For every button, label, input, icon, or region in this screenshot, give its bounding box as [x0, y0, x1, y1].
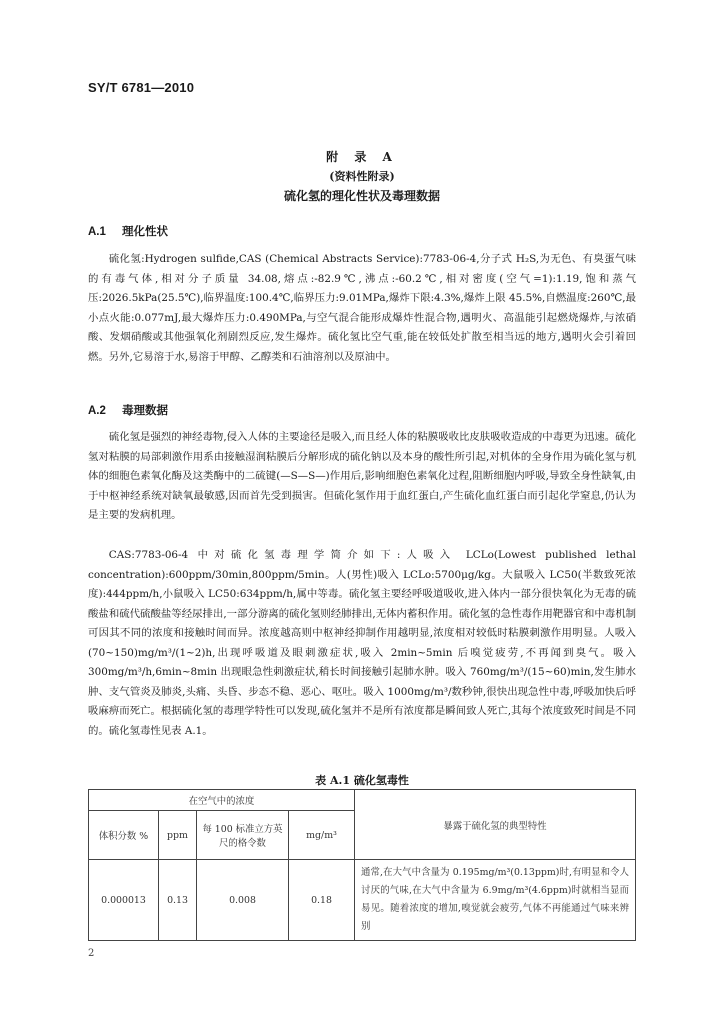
table-header-ppm: ppm [159, 811, 197, 860]
section-a1-heading [88, 223, 168, 239]
section-a2-paragraph-2: CAS:7783-06-4 中对硫化氢毒理学简介如下:人吸入 LCLo(Lowest published lethal concentration):600ppm/30min,800ppm/5min。人(男性)吸入 LCLo:5700μg/kg。大鼠吸入 LC50(半数致死浓度):444ppm/h,小鼠吸入 LC50:634ppm/h,属中等毒。硫化氢主要经呼吸道吸收,进入体内一部分很快氧化为无毒的硫酸盐和硫代硫酸盐等经尿排出,一部分游离的硫化氢则经肺排出,无体内蓄积作用。硫化氢的急性毒作用靶器官和中毒机制可因其不同的浓度和接触时间而异。浓度越高则中枢神经抑制作用越明显,浓度相对较低时粘膜刺激作用明显。人吸入(70~150)mg/m³/(1~2)h,出现呼吸道及眼刺激症状,吸入 2min~5min 后嗅觉疲劳,不再闻到臭气。吸入 300mg/m³/h,6min~8min 出现眼急性刺激症状,稍长时间接触引起肺水肿。吸入 760mg/m³/(15~60)min,发生肺水肿、支气管炎及肺炎,头痛、头昏、步态不稳、恶心、呕吐。吸入 1000mg/m³/数秒钟,很快出现急性中毒,呼吸加快后呼吸麻痹而死亡。根据硫化氢的毒理学特性可以发现,硫化氢并不是所有浓度都是瞬间致人死亡,其每个浓度致死时间是不同的。硫化氢毒性见表 A.1。 [88, 549, 636, 737]
cell-mgm3: 0.18 [289, 860, 355, 941]
section-a2-heading [88, 402, 168, 418]
section-a2-paragraph-1: 硫化氢是强烈的神经毒物,侵入人体的主要途径是吸入,而且经人体的粘膜吸收比皮肤吸收造成的中毒更为迅速。硫化氢对粘膜的局部刺激作用系由接触湿润粘膜后分解形成的硫化钠以及本身的酸性所引起,对机体的全身作用为硫化氢与机体的细胞色素氧化酶及这类酶中的二硫键(—S—S—)作用后,影响细胞色素氧化过程,阻断细胞内呼吸,导致全身性缺氧,由于中枢神经系统对缺氧最敏感,因而首先受到损害。但硫化氢作用于血红蛋白,产生硫化血红蛋白而引起化学窒息,仍认为是主要的发病机理。 [88, 431, 636, 521]
section-a2-title: 毒理数据 [122, 405, 168, 417]
annex-type: (资料性附录) [329, 170, 395, 183]
cell-volume-fraction: 0.000013 [89, 860, 159, 941]
cell-feature: 通常,在大气中含量为 0.195mg/m³(0.13ppm)时,有明显和令人讨厌的气味,在大气中含量为 6.9mg/m³(4.6ppm)时就相当显而易见。随着浓度的增加,嗅觉就会疲劳,气体不再能通过气味来辨别 [355, 860, 636, 941]
table-header-grains: 每 100 标准立方英尺的格令数 [197, 811, 289, 860]
section-a1-paragraph: 硫化氢:Hydrogen sulfide,CAS (Chemical Abstracts Service):7783-06-4,分子式 H₂S,为无色、有臭蛋气味的有毒气体,相对分子质量 34.08,熔点:-82.9℃,沸点:-60.2℃,相对密度(空气=1):1.19,饱和蒸气压:2026.5kPa(25.5℃),临界温度:100.4℃,临界压力:9.01MPa,爆炸下限:4.3%,爆炸上限 45.5%,自燃温度:260℃,最小点火能:0.077mJ,最大爆炸压力:0.490MPa,与空气混合能形成爆炸性混合物,遇明火、高温能引起燃烧爆炸,与浓硝酸、发烟硝酸或其他强氧化剂剧烈反应,发生爆炸。硫化氢比空气重,能在较低处扩散至相当远的地方,遇明火会引着回燃。另外,它易溶于水,易溶于甲醇、乙醇类和石油溶剂以及原油中。 [88, 253, 636, 363]
table-header-volume-fraction: 体积分数 % [89, 811, 159, 860]
section-a1-number: A.1 [88, 226, 106, 238]
document-code: SY/T 6781—2010 [88, 80, 195, 95]
table-group-header: 在空气中的浓度 [89, 790, 355, 811]
annex-subtitle: 硫化氢的理化性状及毒理数据 [283, 189, 440, 203]
table-row [89, 860, 636, 941]
table-title: 表 A.1 硫化氢毒性 [315, 774, 409, 787]
table-header-mgm3: mg/m³ [289, 811, 355, 860]
cell-grains: 0.008 [197, 860, 289, 941]
annex-title: 附 录 A [326, 150, 398, 164]
table-header-feature: 暴露于硫化氢的典型特性 [355, 790, 636, 860]
page-number: 2 [88, 948, 95, 959]
cell-ppm: 0.13 [159, 860, 197, 941]
toxicity-table [88, 789, 636, 941]
section-a1-title: 理化性状 [122, 226, 168, 238]
section-a2-number: A.2 [88, 405, 106, 417]
